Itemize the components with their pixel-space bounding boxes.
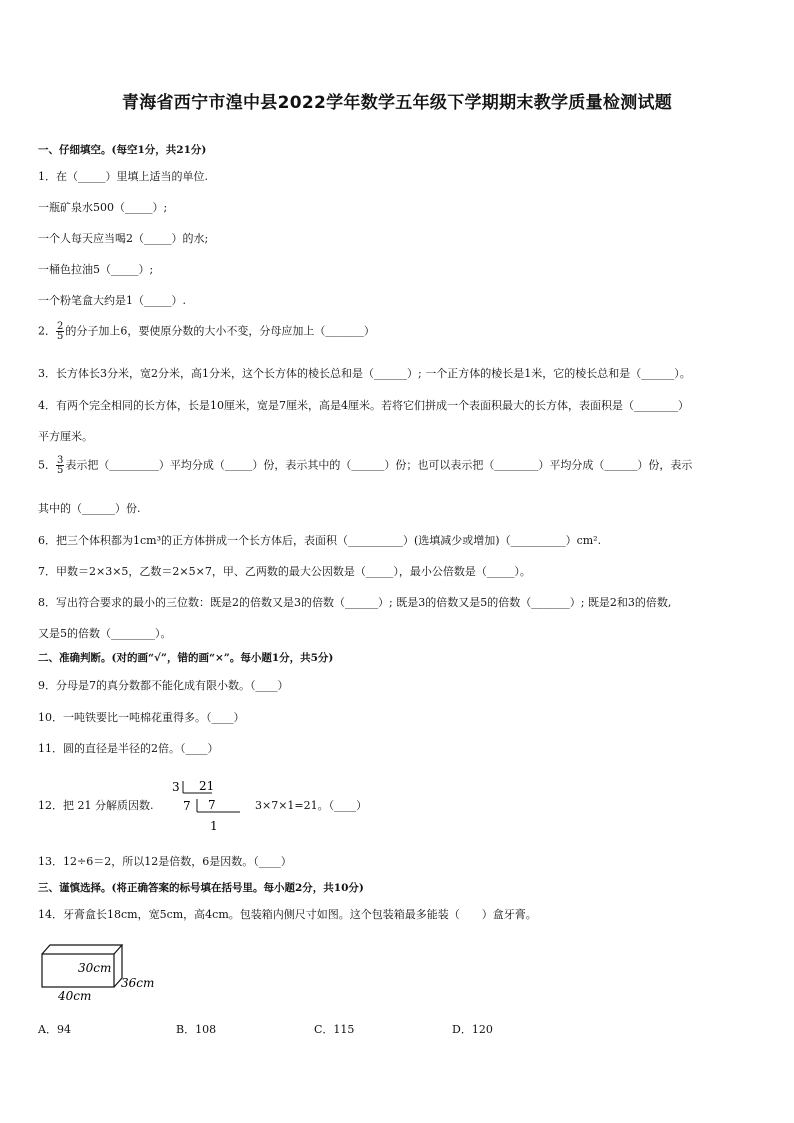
question-12-text: 12．把 21 分解质因数. [38,799,154,812]
question-12-result: 3×7×1=21。（____） [255,799,368,812]
question-4-line-1: 4．有两个完全相同的长方体，长是10厘米，宽是7厘米，高是4厘米。若将它们拼成一个表面积最大的长方体，表面积是（________） [38,399,689,412]
question-10: 10．一吨铁要比一吨棉花重得多。（____） [38,711,245,724]
question-2: 2． $\frac{2}{5}$ 的分子加上6，要使原分数的大小不变，分母应加上（_______） [38,321,375,342]
section-2-heading: 二、准确判断。(对的画“√”，错的画“×”。每小题1分，共5分) [38,652,334,664]
question-1-a: 一瓶矿泉水500（_____）; [38,201,168,214]
option-c: C．115 [314,1023,355,1036]
divisor-3: 3 [172,780,180,794]
dividend-21: 21 [199,779,215,793]
question-1: 1．在（_____）里填上适当的单位. [38,170,208,183]
fraction-3-5: $\frac{3}{5}$ [57,455,64,476]
question-4-line-2: 平方厘米。 [38,430,93,443]
section-3-heading: 三、谨慎选择。(将正确答案的标号填在括号里。每小题2分，共10分) [38,882,364,894]
quotient-1: 1 [210,819,218,833]
question-1-b: 一个人每天应当喝2（_____）的水; [38,232,209,245]
question-9: 9．分母是7的真分数都不能化成有限小数。（____） [38,679,289,692]
question-1-c: 一桶色拉油5（_____）; [38,263,154,276]
question-14: 14．牙膏盒长18cm，宽5cm，高4cm。包装箱内侧尺寸如图。这个包装箱最多能装（ ）盒牙膏。 [38,908,537,921]
page-title: 青海省西宁市湟中县2022学年数学五年级下学期期末教学质量检测试题 [121,93,673,113]
question-5: 5． $\frac{3}{5}$ 表示把（_________）平均分成（_____）份，表示其中的（______）份；也可以表示把（________）平均分成（______）份，表示 [38,455,693,476]
option-b: B．108 [176,1023,217,1036]
option-d: D．120 [452,1023,493,1036]
box-diagram [38,940,168,1004]
quotient-7: 7 [208,798,216,812]
question-13: 13．12÷6＝2，所以12是倍数，6是因数。（____） [38,855,292,868]
question-8-line-1: 8．写出符合要求的最小的三位数：既是2的倍数又是3的倍数（______）; 既是3的倍数又是5的倍数（_______）; 既是2和3的倍数, [38,596,672,609]
question-11: 11．圆的直径是半径的2倍。（____） [38,742,219,755]
short-division-diagram [168,775,248,837]
divisor-7: 7 [183,799,191,813]
section-1-heading: 一、仔细填空。(每空1分，共21分) [38,144,207,156]
box-label-40cm: 40cm [58,989,92,1003]
box-label-36cm: 36cm [121,976,155,990]
question-3: 3．长方体长3分米，宽2分米，高1分米，这个长方体的棱长总和是（______）; 一个正方体的棱长是1米，它的棱长总和是（______）。 [38,367,691,380]
question-8-line-2: 又是5的倍数（________）。 [38,627,172,640]
question-5-line-2: 其中的（______）份. [38,502,141,515]
option-a: A．94 [38,1023,71,1036]
fraction-2-5: $\frac{2}{5}$ [57,321,64,342]
question-1-d: 一个粉笔盒大约是1（_____）. [38,294,186,307]
question-6: 6．把三个体积都为1cm³的正方体拼成一个长方体后，表面积（__________）(选填减少或增加)（__________）cm². [38,534,602,547]
box-label-30cm: 30cm [78,961,112,975]
question-7: 7．甲数＝2×3×5，乙数＝2×5×7，甲、乙两数的最大公因数是（_____），最小公倍数是（_____）。 [38,565,531,578]
